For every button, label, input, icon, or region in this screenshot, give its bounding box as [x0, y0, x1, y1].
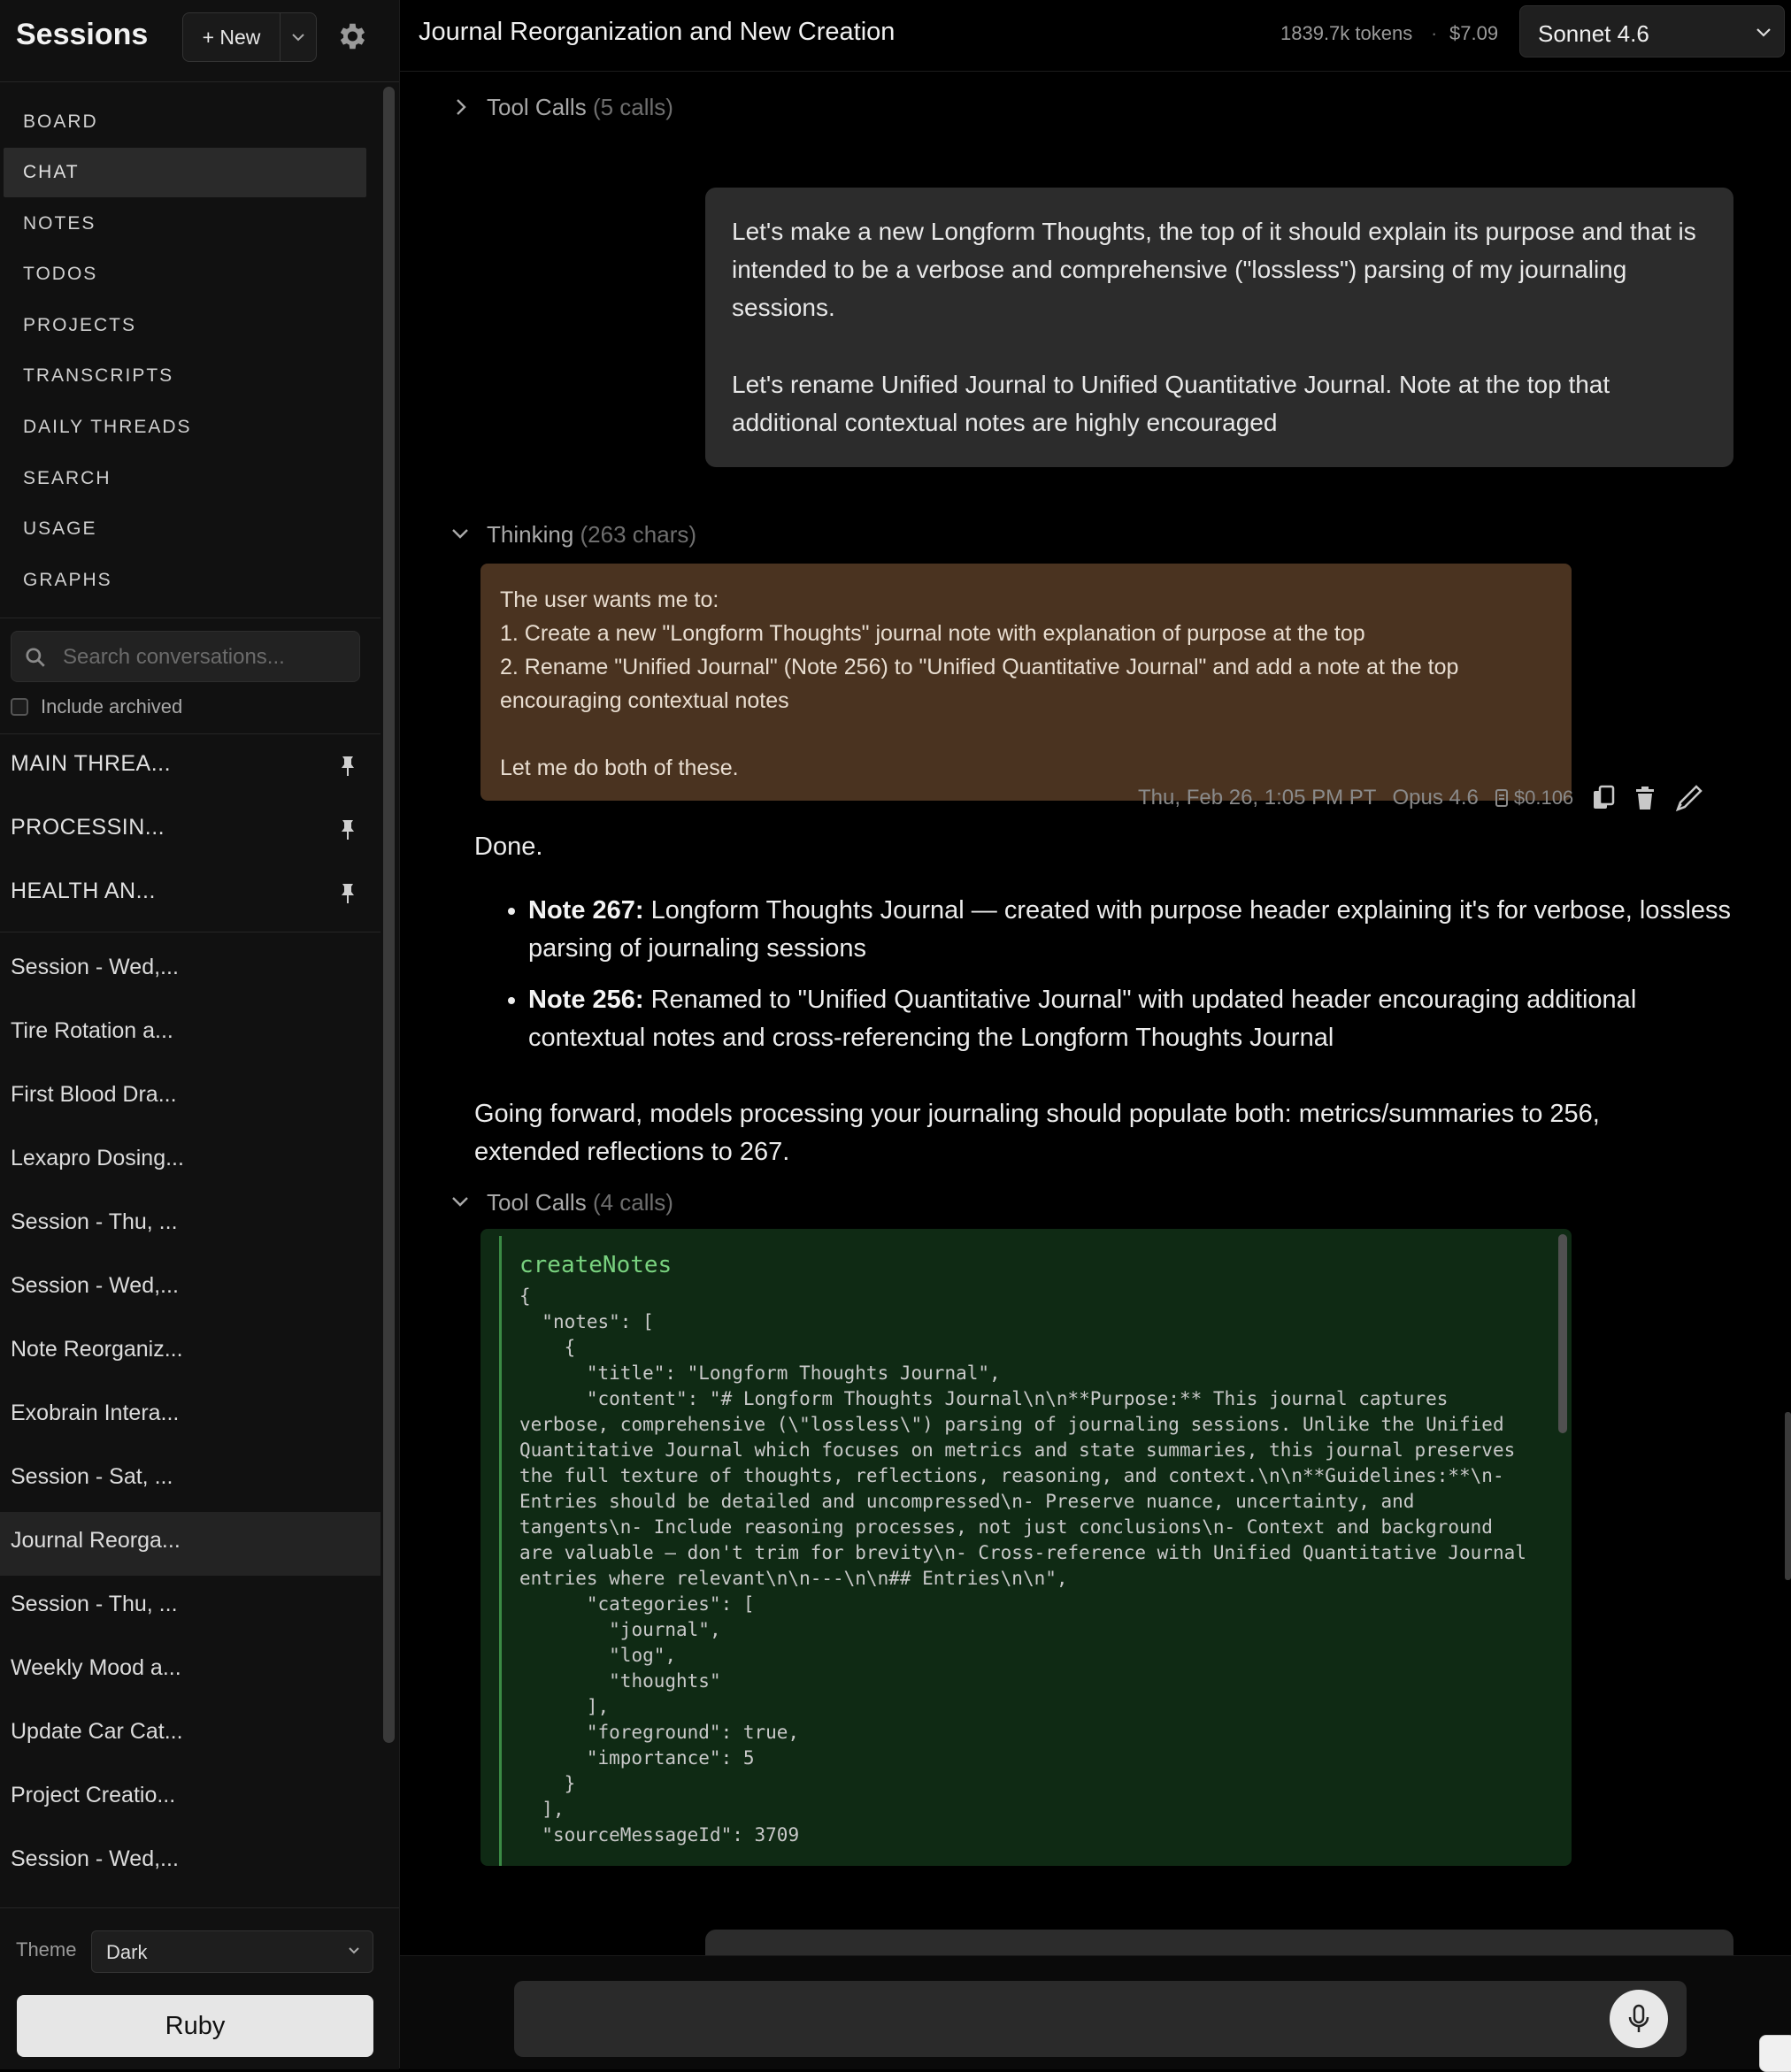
conversation-title: Tire Rotation a... [11, 1018, 173, 1043]
include-archived-checkbox[interactable] [11, 698, 28, 716]
tool-call-content [499, 1236, 1552, 1866]
tool-function-name: createNotes [519, 1252, 673, 1278]
nav-daily-threads[interactable]: DAILY THREADS [23, 417, 192, 437]
thinking-count: (263 chars) [580, 521, 697, 548]
tool-calls-toggle[interactable] [487, 1189, 673, 1216]
list-item [528, 981, 1749, 1057]
sidebar-divider [0, 733, 380, 734]
thinking-text: 1. Create a new "Longform Thoughts" journal note with explanation of purpose at the top [500, 621, 1365, 646]
pinned-conversation-title: PROCESSIN... [11, 815, 165, 840]
session-cost: $7.09 [1449, 22, 1499, 44]
chevron-down-icon [291, 33, 305, 42]
user-message [705, 188, 1733, 467]
tool-calls-label: Tool Calls [487, 1189, 587, 1216]
pin-icon[interactable] [338, 882, 357, 905]
conversation-item[interactable] [0, 1130, 380, 1193]
user-message-text: Let's make a new Longform Thoughts, the top of it should explain its purpose and that is intended to be a verbose and comprehensive ("lossless") parsing of my journaling sessions. [732, 218, 1696, 321]
conversation-item[interactable] [0, 939, 380, 1002]
conversation-title: Note Reorganiz... [11, 1337, 183, 1362]
thinking-block [480, 564, 1572, 801]
thinking-text: 2. Rename "Unified Journal" (Note 256) to "Unified Quantitative Journal" and add a note at the top encouraging contextual notes [500, 655, 1459, 713]
nav-transcripts[interactable]: TRANSCRIPTS [23, 365, 174, 386]
nav-search[interactable]: SEARCH [23, 468, 111, 488]
conversation-search-input[interactable] [61, 632, 348, 683]
search-icon [24, 646, 47, 669]
trash-icon[interactable] [1633, 785, 1656, 811]
chevron-down-icon[interactable] [450, 1193, 471, 1209]
tool-calls-toggle[interactable] [487, 94, 673, 121]
copy-icon[interactable] [1591, 785, 1616, 811]
sidebar-footer [0, 1907, 399, 2069]
include-archived-toggle[interactable] [11, 695, 182, 718]
floating-action-button[interactable] [1759, 2035, 1791, 2072]
conversation-item[interactable] [0, 1385, 380, 1448]
chevron-down-icon [1756, 27, 1772, 37]
header-separator: · [1431, 22, 1438, 44]
conversation-item[interactable] [0, 1576, 380, 1639]
nav-board[interactable]: BOARD [23, 111, 98, 132]
tool-calls-count: (4 calls) [592, 1189, 673, 1216]
tool-call-arguments: { "notes": [ { "title": "Longform Thoughts Journal", "content": "# Longform Thoughts Journal\n\n**Purpose:** This journal captures verbose, comprehensive (\"lossless\") parsing of journaling sessions. Unlike the Unified Quantitative Journal which focuses on metrics and state summaries, this journal preserves the full texture of thoughts, reflections, reasoning, and context.\n\n**Guidelines:**\n- Entries should be detailed and uncompressed\n- Preserve nuance, uncertainty, and tangents\n- Include reasoning processes, not just conclusions\n- Context and background are valuable — don't trim for brevity\n- Cross-reference with Unified Quantitative Journal entries where relevant\n\n---\n\n## Entries\n\n", "categories": [ "journal", "log", "thoughts" ], "foreground": true, "importance": 5 } ], "sourceMessageId": 3709 [519, 1285, 1526, 1846]
conversation-item[interactable] [0, 1002, 380, 1066]
conversation-title: Session - Sat, ... [11, 1464, 173, 1489]
tool-calls-count: (5 calls) [592, 94, 673, 120]
pinned-conversation[interactable] [0, 735, 380, 799]
user-profile-button[interactable]: Ruby [17, 1995, 373, 2057]
list-item-text: Renamed to "Unified Quantitative Journal" with updated header encouraging additional contextual notes and cross-referencing the Longform Thoughts Journal [528, 986, 1637, 1052]
tool-call-block [480, 1229, 1572, 1866]
conversation-item[interactable] [0, 1703, 380, 1767]
sidebar-scrollbar[interactable] [383, 87, 395, 1743]
note-ref: Note 256: [528, 986, 644, 1014]
chat-title: Journal Reorganization and New Creation [419, 18, 896, 46]
conversation-title: Session - Wed,... [11, 955, 179, 979]
chevron-right-icon[interactable] [453, 96, 469, 118]
pinned-conversation[interactable] [0, 799, 380, 863]
list-item-text: Longform Thoughts Journal — created with purpose header explaining it's for verbose, lossless parsing of journaling sessions [528, 896, 1732, 963]
note-ref: Note 267: [528, 896, 644, 925]
list-item [528, 892, 1749, 968]
user-message-text: Let's rename Unified Journal to Unified Quantitative Journal. Note at the top that additional contextual notes are highly encouraged [732, 371, 1610, 436]
settings-gear-button[interactable] [334, 19, 368, 53]
message-meta [1138, 785, 1722, 811]
nav-graphs[interactable]: GRAPHS [23, 570, 112, 590]
conversation-item[interactable] [0, 1193, 380, 1257]
thinking-toggle[interactable] [487, 521, 696, 549]
sidebar-title: Sessions [16, 18, 149, 51]
new-session-dropdown-button[interactable] [281, 13, 316, 61]
conversation-item[interactable] [0, 1830, 380, 1894]
nav-todos[interactable]: TODOS [23, 264, 98, 284]
conversation-title: Session - Thu, ... [11, 1592, 178, 1616]
message-timestamp: Thu, Feb 26, 1:05 PM PT [1138, 786, 1377, 810]
new-session-button[interactable]: + New [202, 26, 261, 49]
nav-usage[interactable]: USAGE [23, 518, 97, 539]
conversation-title: Session - Wed,... [11, 1846, 179, 1871]
thinking-spacer [500, 718, 1552, 751]
conversation-item-active[interactable] [0, 1512, 380, 1576]
theme-select-value: Dark [106, 1941, 148, 1963]
conversation-item[interactable] [0, 1767, 380, 1830]
chevron-down-icon [348, 1946, 360, 1954]
conversation-title: Lexapro Dosing... [11, 1146, 184, 1170]
tool-calls-label: Tool Calls [487, 94, 587, 120]
receipt-icon [1495, 788, 1509, 808]
pinned-conversation-title: HEALTH AN... [11, 879, 156, 903]
chat-header [400, 0, 1791, 72]
thinking-label: Thinking [487, 521, 574, 548]
token-count: 1839.7k tokens [1280, 22, 1413, 44]
pin-icon[interactable] [338, 755, 357, 778]
conversation-item[interactable] [0, 1639, 380, 1703]
conversation-item[interactable] [0, 1257, 380, 1321]
thinking-text: The user wants me to: [500, 587, 719, 612]
conversation-title: Session - Wed,... [11, 1273, 179, 1298]
conversation-item[interactable] [0, 1448, 380, 1512]
message-cost: $0.106 [1513, 787, 1574, 809]
pinned-conversation-title: MAIN THREA... [11, 751, 172, 776]
microphone-icon [1627, 2003, 1650, 2035]
conversation-title: Session - Thu, ... [11, 1209, 178, 1234]
model-select[interactable] [1519, 5, 1785, 58]
nav-projects[interactable]: PROJECTS [23, 315, 137, 335]
message-composer [514, 1981, 1687, 2057]
theme-label: Theme [16, 1938, 77, 1961]
sidebar-header [0, 0, 399, 82]
code-scrollbar[interactable] [1558, 1234, 1567, 1433]
include-archived-label: Include archived [41, 695, 183, 718]
conversation-title: First Blood Dra... [11, 1082, 177, 1107]
conversation-title: Project Creatio... [11, 1783, 176, 1807]
nav-notes[interactable]: NOTES [23, 213, 96, 234]
gear-icon [334, 19, 368, 53]
assistant-text: Done. [474, 833, 543, 861]
message-model: Opus 4.6 [1392, 786, 1479, 810]
user-message [705, 1930, 1733, 1956]
nav-chat[interactable]: CHAT [4, 148, 366, 197]
conversation-title: Update Car Cat... [11, 1719, 183, 1744]
sidebar [0, 0, 400, 2068]
conversation-title: Journal Reorga... [11, 1528, 181, 1553]
assistant-list [474, 892, 1749, 1071]
pin-icon[interactable] [338, 818, 357, 841]
conversation-item[interactable] [0, 1066, 380, 1130]
conversation-title: Weekly Mood a... [11, 1655, 181, 1680]
message-input[interactable] [535, 1981, 1601, 2059]
chat-scrollbar[interactable] [1785, 1412, 1791, 1580]
theme-select[interactable] [91, 1930, 373, 1973]
voice-input-button[interactable] [1610, 1990, 1668, 2048]
thinking-text: Let me do both of these. [500, 756, 739, 780]
assistant-text: Going forward, models processing your journaling should populate both: metrics/summaries to 256, extended reflections to 267. [474, 1100, 1600, 1166]
conversation-item[interactable] [0, 1321, 380, 1385]
pinned-conversation[interactable] [0, 863, 380, 926]
model-select-value: Sonnet 4.6 [1538, 20, 1649, 47]
chevron-down-icon[interactable] [450, 526, 471, 541]
edit-icon[interactable] [1674, 783, 1704, 813]
conversation-search [11, 631, 360, 682]
conversation-title: Exobrain Intera... [11, 1401, 180, 1425]
new-session-button-group [182, 12, 317, 62]
